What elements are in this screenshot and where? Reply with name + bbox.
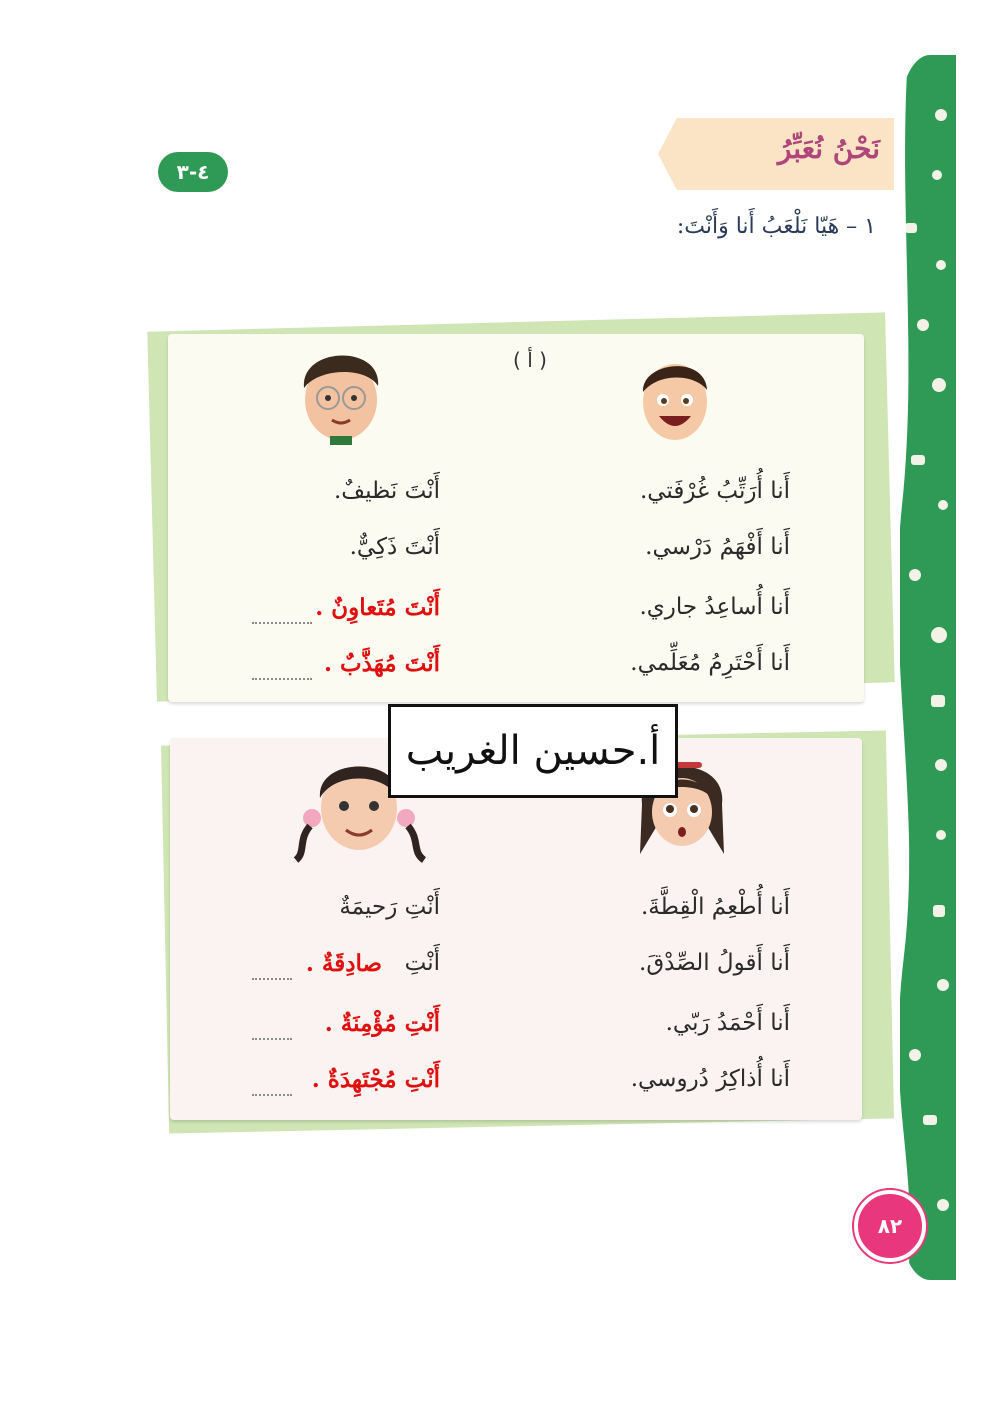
- card-b-line-4: أَنا أُذاكِرُ دُروسي.: [630, 1066, 790, 1092]
- lesson-badge: ٤-٣: [158, 152, 228, 192]
- card-b-answer-1: صادِقَةٌ .: [305, 950, 382, 977]
- card-b-line-1: أَنا أُطْعِمُ الْقِطَّةَ.: [640, 894, 790, 920]
- card-a-line-2: أَنا أَفْهَمُ دَرْسي.: [645, 534, 790, 560]
- card-b-line-2: أَنا أَقولُ الصِّدْقَ.: [639, 950, 790, 976]
- card-a-line-3: أَنا أُساعِدُ جاري.: [639, 594, 790, 620]
- card-b-line-3: أَنا أَحْمَدُ رَبّي.: [665, 1010, 790, 1036]
- card-b-reply-2-prefix: أَنْتِ: [404, 950, 440, 976]
- card-b-answer-2: أَنْتِ مُؤْمِنَةٌ .: [324, 1010, 440, 1037]
- card-a-answer-1: أَنْتَ مُتَعاوِنٌ .: [315, 594, 440, 621]
- boy-glasses-face: [296, 340, 386, 445]
- card-b-answer-3: أَنْتِ مُجْتَهِدَةٌ .: [311, 1066, 440, 1093]
- card-a-answer-2: أَنْتَ مُهَذَّبٌ .: [323, 650, 440, 677]
- author-name-box: أ.حسين الغريب: [388, 704, 678, 798]
- card-a: [168, 334, 864, 702]
- card-a-reply-1: أَنْتَ نَظيفٌ.: [333, 478, 440, 504]
- card-a-label: ( أ ): [513, 348, 547, 372]
- exercise-instruction: ١ – هَيّا نَلْعَبُ أَنا وَأَنْتَ:: [676, 214, 876, 239]
- page-title: نَحْنُ نُعَبِّرُ: [777, 132, 880, 165]
- page-number: ٨٢: [854, 1190, 926, 1262]
- card-b-reply-1: أَنْتِ رَحيمَةٌ: [339, 894, 440, 920]
- boy-smiling-face: [635, 352, 715, 444]
- strip-dots-decoration: [893, 55, 957, 1280]
- card-a-reply-2: أَنْتَ ذَكِيٌّ.: [349, 534, 440, 560]
- card-a-line-1: أَنا أُرَتِّبُ غُرْفَتي.: [639, 478, 790, 504]
- card-a-line-4: أَنا أَحْتَرِمُ مُعَلِّمي.: [630, 650, 790, 676]
